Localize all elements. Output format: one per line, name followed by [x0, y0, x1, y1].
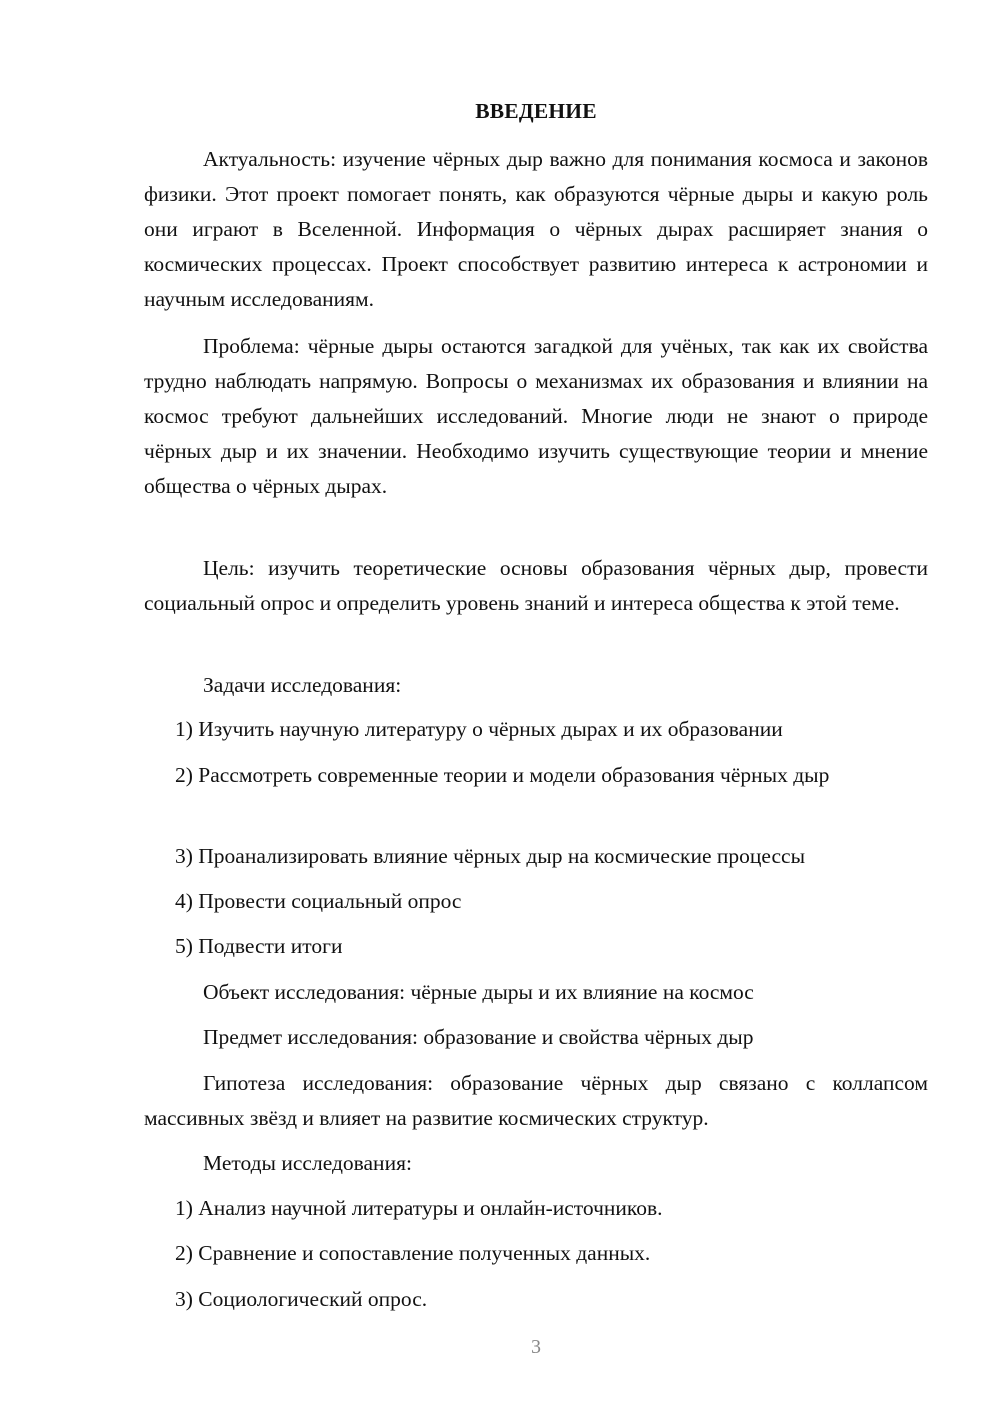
task-item: 3) Проанализировать влияние чёрных дыр на космические процессы [175, 844, 806, 868]
object-line: Объект исследования: чёрные дыры и их влияние на космос [203, 980, 754, 1004]
subject-line: Предмет исследования: образование и свойства чёрных дыр [203, 1025, 754, 1049]
task-item: 2) Рассмотреть современные теории и модели образования чёрных дыр [175, 763, 830, 787]
problem-paragraph: Проблема: чёрные дыры остаются загадкой для учёных, так как их свойства трудно наблюдать напрямую. Вопросы о механизмах их образования и влиянии на космос требуют дальнейших исследований. Многие люди не знают о природе чёрных дыр и их значении. Необходимо изучить существующие теории и мнение общества о чёрных дырах. [144, 334, 928, 498]
page-number: 3 [531, 1336, 541, 1358]
task-item: 1) Изучить научную литературу о чёрных дырах и их образовании [175, 717, 783, 741]
method-item: 2) Сравнение и сопоставление полученных данных. [175, 1241, 651, 1265]
tasks-label: Задачи исследования: [203, 673, 402, 697]
method-item: 1) Анализ научной литературы и онлайн-источников. [175, 1196, 663, 1220]
task-item: 5) Подвести итоги [175, 934, 343, 958]
hypothesis-paragraph: Гипотеза исследования: образование чёрных дыр связано с коллапсом массивных звёзд и влияет на развитие космических структур. [144, 1071, 928, 1130]
relevance-paragraph: Актуальность: изучение чёрных дыр важно для понимания космоса и законов физики. Этот проект помогает понять, как образуются чёрные дыры и какую роль они играют в Вселенной. Информация о чёрных дырах расширяет знания о космических процессах. Проект способствует развитию интереса к астрономии и научным исследованиям. [144, 147, 928, 311]
method-item: 3) Социологический опрос. [175, 1287, 428, 1311]
goal-paragraph: Цель: изучить теоретические основы образования чёрных дыр, провести социальный опрос и определить уровень знаний и интереса общества к этой теме. [144, 556, 928, 615]
task-item: 4) Провести социальный опрос [175, 889, 462, 913]
methods-label: Методы исследования: [203, 1151, 412, 1175]
page-title: ВВЕДЕНИЕ [475, 99, 597, 123]
